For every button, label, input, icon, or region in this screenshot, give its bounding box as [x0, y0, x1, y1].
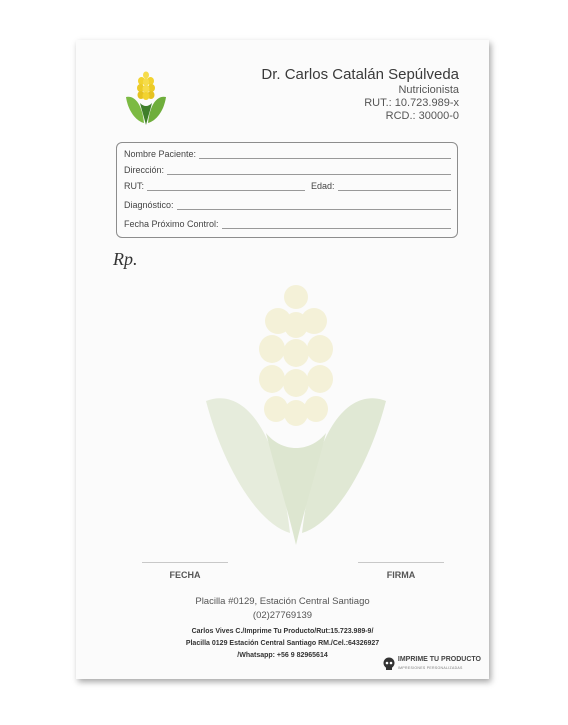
skull-brand-icon: [383, 657, 395, 671]
printer-info-line2: Placilla 0129 Estación Central Santiago RM./Cel.:64326927: [185, 640, 380, 647]
date-signature-line: [142, 562, 228, 563]
patient-form: [116, 142, 458, 238]
corn-logo-icon: [124, 61, 168, 127]
printer-info-line3: /Whatsapp: +56 9 82965614: [237, 652, 328, 659]
age-label: Edad:: [311, 181, 335, 191]
footer-phone: (02)27769139: [252, 610, 313, 621]
next-control-row: [124, 219, 451, 229]
prescription-sheet: [76, 40, 489, 679]
footer-address: Placilla #0129, Estación Central Santiago: [195, 596, 370, 607]
patient-name-field[interactable]: [199, 150, 451, 159]
age-field[interactable]: [338, 182, 451, 191]
sign-signature-line: [358, 562, 444, 563]
diagnosis-row: [124, 200, 451, 210]
next-control-label: Fecha Próximo Control:: [124, 219, 219, 229]
patient-name-label: Nombre Paciente:: [124, 149, 197, 159]
patient-name-row: [124, 149, 451, 159]
doctor-header: [261, 66, 459, 123]
doctor-specialty: Nutricionista: [398, 84, 459, 96]
rut-field[interactable]: [147, 182, 305, 191]
rp-label: Rp.: [113, 249, 138, 269]
doctor-rcd: RCD.: 30000-0: [385, 110, 459, 122]
date-label: FECHA: [169, 570, 201, 580]
address-field[interactable]: [167, 166, 451, 175]
brand-name: IMPRIME TU PRODUCTO: [397, 656, 481, 663]
address-row: [124, 165, 451, 175]
corn-watermark-icon: [206, 283, 386, 555]
printer-info-line1: Carlos Vives C./Imprime Tu Producto/Rut:15.723.989-9/: [191, 628, 374, 635]
address-label: Dirección:: [124, 165, 165, 175]
rut-label: RUT:: [124, 181, 144, 191]
footer-address-block: [76, 595, 489, 623]
rut-age-row: [124, 181, 451, 191]
printer-brand: [383, 656, 481, 672]
next-control-field[interactable]: [222, 220, 451, 229]
doctor-name: Dr. Carlos Catalán Sepúlveda: [261, 66, 459, 83]
sign-label: FIRMA: [386, 570, 416, 580]
diagnosis-label: Diagnóstico:: [124, 200, 174, 210]
doctor-rut: RUT.: 10.723.989-x: [364, 97, 459, 109]
diagnosis-field[interactable]: [177, 201, 451, 210]
brand-tagline: IMPRESIONES PERSONALIZADAS: [397, 666, 463, 670]
